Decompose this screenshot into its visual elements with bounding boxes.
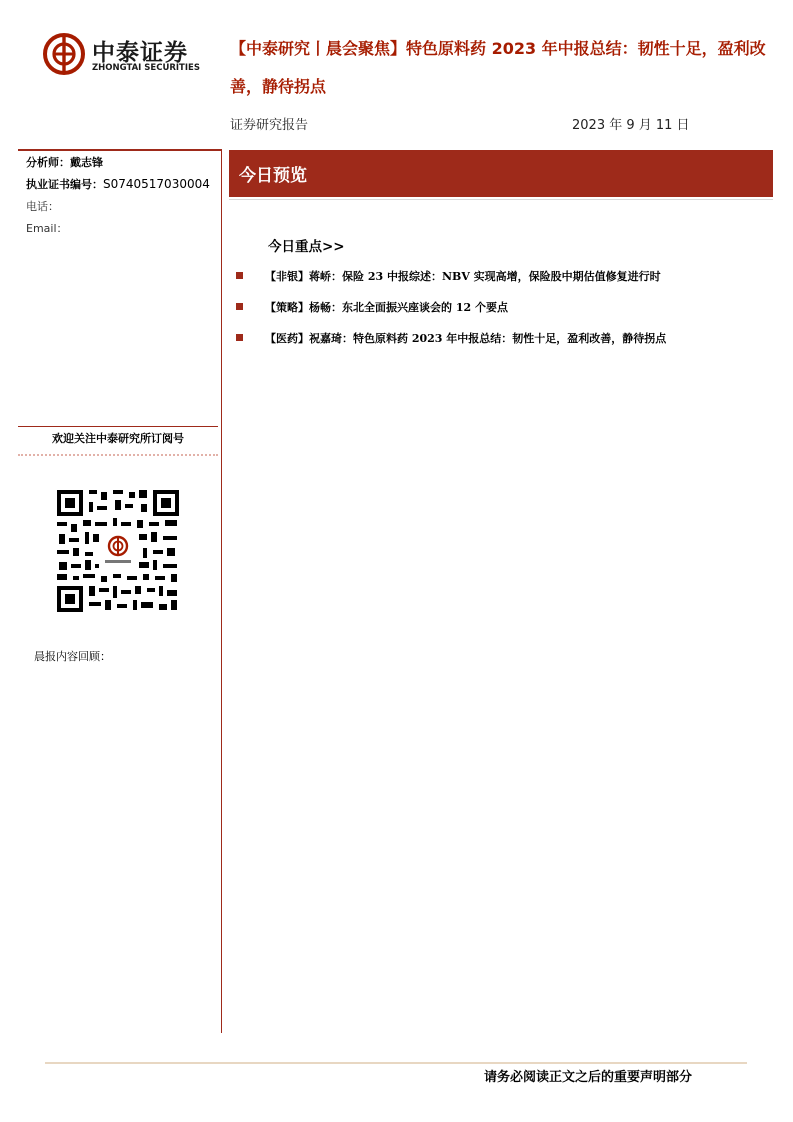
company-logo-mark-icon [42,32,86,76]
list-item-text[interactable]: 【策略】杨畅：东北全面振兴座谈会的 12 个要点 [265,301,508,314]
analyst-name: 戴志锋 [70,156,103,169]
company-name-cn: 中泰证券 [92,40,188,66]
report-type: 证券研究报告 [230,118,309,133]
list-item[interactable] [236,330,776,346]
preview-header: 今日预览 [239,166,307,186]
phone-label: 电话： [26,200,59,213]
bullet-square-icon [236,334,243,341]
company-name-en: ZHONGTAI SECURITIES [92,63,200,73]
list-item[interactable] [236,299,776,315]
footer-notice: 请务必阅读正文之后的重要声明部分 [484,1070,693,1085]
review-label: 晨报内容回顾： [34,650,111,663]
bullet-square-icon [236,272,243,279]
report-title: 【中泰研究丨晨会聚焦】特色原料药 2023 年中报总结：韧性十足，盈利改善，静待拐点 [230,39,766,96]
subscribe-title: 欢迎关注中泰研究所订阅号 [18,426,218,456]
license-line [26,176,210,192]
report-date: 2023 年 9 月 11 日 [572,118,690,133]
footer-rule [45,1062,747,1064]
license-label: 执业证书编号： [26,178,103,191]
bullet-square-icon [236,303,243,310]
sidebar-top-rule [18,149,221,151]
analyst-line [26,154,103,170]
analyst-label: 分析师： [26,156,70,169]
sidebar-divider [221,149,222,1033]
list-item-text[interactable]: 【非银】蒋峤：保险 23 中报综述：NBV 实现高增，保险股中期估值修复进行时 [265,270,661,283]
preview-underline [229,199,773,200]
company-logo [42,32,212,78]
email-label: Email： [26,222,68,235]
preview-header-bar [229,150,773,197]
list-item[interactable] [236,268,776,284]
list-item-text[interactable]: 【医药】祝嘉琦：特色原料药 2023 年中报总结：韧性十足，盈利改善，静待拐点 [265,332,667,345]
focus-title: 今日重点>> [268,239,345,255]
qr-code-icon [55,488,181,614]
license-number: S0740517030004 [103,177,210,191]
